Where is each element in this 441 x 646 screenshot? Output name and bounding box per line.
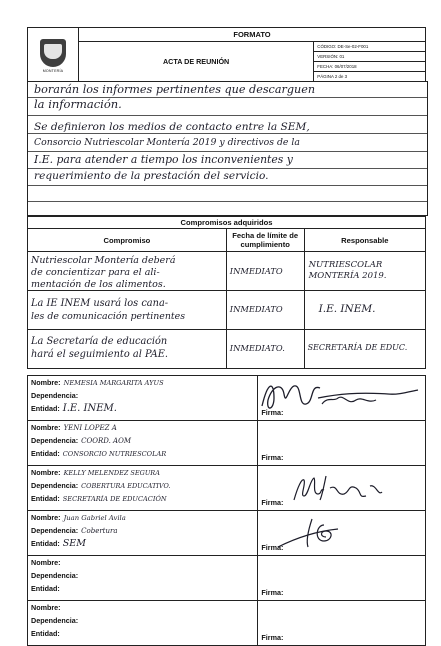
rule-line: [28, 185, 427, 186]
attendee-name: NEMESIA MARGARITA AYUS: [63, 379, 164, 387]
meta-page: PÁGINA 2 de 3: [314, 72, 426, 82]
signature-cell: [258, 376, 426, 421]
commitment-line: hará el seguimiento al PAE.: [31, 349, 168, 360]
attendee-dependency: COBERTURA EDUCATIVO.: [81, 482, 171, 490]
note-line: requerimiento de la prestación del servicio.: [34, 170, 269, 182]
attendee-info: [28, 511, 258, 556]
attendee-info: [28, 556, 258, 601]
commitment-row: [28, 330, 426, 369]
attendee-info: [28, 421, 258, 466]
commitment-line: les de comunicación pertinentes: [31, 311, 186, 322]
note-line: la información.: [34, 97, 122, 111]
name-label: Nombre:: [31, 603, 61, 612]
commitment-row: [28, 291, 426, 330]
commitment-deadline: [226, 252, 304, 291]
commitment-responsible: [304, 330, 425, 369]
entity-label: Entidad:: [31, 629, 60, 638]
firma-label: Firma:: [261, 543, 284, 552]
column-header-fecha: Fecha de límite de cumplimiento: [226, 229, 304, 252]
commitments-title: Compromisos adquiridos: [28, 217, 426, 229]
dependency-label: Dependencia:: [31, 526, 79, 535]
signature-cell: [258, 466, 426, 511]
commitment-line: mentación de los alimentos.: [31, 279, 166, 290]
attendee-info: [28, 376, 258, 421]
signature-cell: [258, 421, 426, 466]
entity-label: Entidad:: [31, 539, 60, 548]
shield-inner-icon: [44, 44, 62, 59]
meta-version: VERSIÓN: 01: [314, 52, 426, 62]
commitment-line: La Secretaría de educación: [31, 336, 168, 347]
rule-line: [28, 115, 427, 116]
column-header-responsable: Responsable: [304, 229, 425, 252]
column-header-compromiso: Compromiso: [28, 229, 227, 252]
signature-row: [28, 376, 426, 421]
commitment-text: [28, 252, 227, 291]
attendee-name: Juan Gabriel Avila: [63, 514, 126, 522]
meeting-notes: [27, 81, 428, 216]
entity-label: Entidad:: [31, 449, 60, 458]
attendee-dependency: Cobertura: [81, 527, 118, 535]
meta-code: CÓDIGO: DE-Se-02-F001: [314, 42, 426, 52]
handwritten-signature: [258, 376, 425, 420]
name-label: Nombre:: [31, 468, 61, 477]
commitment-deadline: [226, 291, 304, 330]
commitments-table: [27, 216, 426, 369]
attendee-entity: SECRETARÍA DE EDUCACIÓN: [62, 495, 167, 503]
attendee-entity: I.E. INEM.: [62, 403, 117, 414]
commitment-text: [28, 330, 227, 369]
responsible-line: SECRETARÍA DE EDUC.: [307, 343, 408, 352]
note-line: Se definieron los medios de contacto entre la SEM,: [34, 121, 310, 133]
commitment-responsible: [304, 252, 425, 291]
document-page: [27, 27, 426, 642]
note-line: I.E. para atender a tiempo los inconvenientes y: [34, 153, 293, 166]
name-label: Nombre:: [31, 378, 61, 387]
responsible-line: MONTERÍA 2019.: [308, 271, 387, 281]
document-title: ACTA DE REUNIÓN: [78, 42, 313, 82]
firma-label: Firma:: [261, 588, 284, 597]
commitment-line: Nutriescolar Montería deberá: [31, 255, 176, 266]
commitment-line: La IE INEM usará los cana-: [31, 298, 169, 309]
note-line: Consorcio Nutriescolar Montería 2019 y directivos de la: [34, 137, 300, 148]
handwritten-signature: [258, 466, 425, 510]
attendee-entity: SEM: [62, 538, 86, 549]
name-label: Nombre:: [31, 558, 61, 567]
dependency-label: Dependencia:: [31, 436, 79, 445]
dependency-label: Dependencia:: [31, 391, 79, 400]
commitment-responsible: [304, 291, 425, 330]
responsible-line: NUTRIESCOLAR: [308, 260, 383, 270]
commitment-text: [28, 291, 227, 330]
attendee-info: [28, 601, 258, 646]
attendee-name: YENI LOPEZ A: [63, 424, 117, 432]
handwritten-signature: [258, 511, 425, 555]
entity-label: Entidad:: [31, 494, 60, 503]
attendee-dependency: COORD. AOM: [81, 437, 132, 445]
attendee-name: KELLY MELENDEZ SEGURA: [63, 469, 160, 477]
entity-label: Entidad:: [31, 404, 60, 413]
signature-row: [28, 556, 426, 601]
logo-cell: [28, 28, 79, 82]
attendee-info: [28, 466, 258, 511]
document-header: [27, 27, 426, 82]
logo-text: MONTERÍA: [42, 68, 64, 73]
name-label: Nombre:: [31, 423, 61, 432]
commitment-deadline: [226, 330, 304, 369]
responsible-line: I.E. INEM.: [318, 303, 376, 315]
commitment-line: de concientizar para el ali-: [31, 267, 160, 278]
dependency-label: Dependencia:: [31, 481, 79, 490]
deadline-text: INMEDIATO: [229, 304, 283, 314]
commitment-row: [28, 252, 426, 291]
signature-row: [28, 601, 426, 646]
rule-line: [28, 168, 427, 169]
signature-row: [28, 511, 426, 556]
dependency-label: Dependencia:: [31, 616, 79, 625]
firma-label: Firma:: [261, 633, 284, 642]
rule-line: [28, 151, 427, 152]
signature-cell: [258, 601, 426, 646]
note-line: borarán los informes pertinentes que descarguen: [34, 83, 316, 96]
format-label: FORMATO: [78, 28, 425, 42]
firma-label: Firma:: [261, 453, 284, 462]
firma-label: Firma:: [261, 408, 284, 417]
entity-label: Entidad:: [31, 584, 60, 593]
rule-line: [28, 201, 427, 202]
dependency-label: Dependencia:: [31, 571, 79, 580]
signatures-table: [27, 375, 426, 646]
deadline-text: INMEDIATO: [229, 266, 283, 276]
name-label: Nombre:: [31, 513, 61, 522]
attendee-entity: CONSORCIO NUTRIESCOLAR: [62, 450, 167, 458]
signature-row: [28, 466, 426, 511]
meta-date: FECHA: 06/07/2018: [314, 62, 426, 72]
rule-line: [28, 133, 427, 134]
firma-label: Firma:: [261, 498, 284, 507]
signature-row: [28, 421, 426, 466]
deadline-text: INMEDIATO.: [229, 343, 285, 353]
signature-cell: [258, 511, 426, 556]
signature-cell: [258, 556, 426, 601]
school-logo: [32, 33, 74, 77]
